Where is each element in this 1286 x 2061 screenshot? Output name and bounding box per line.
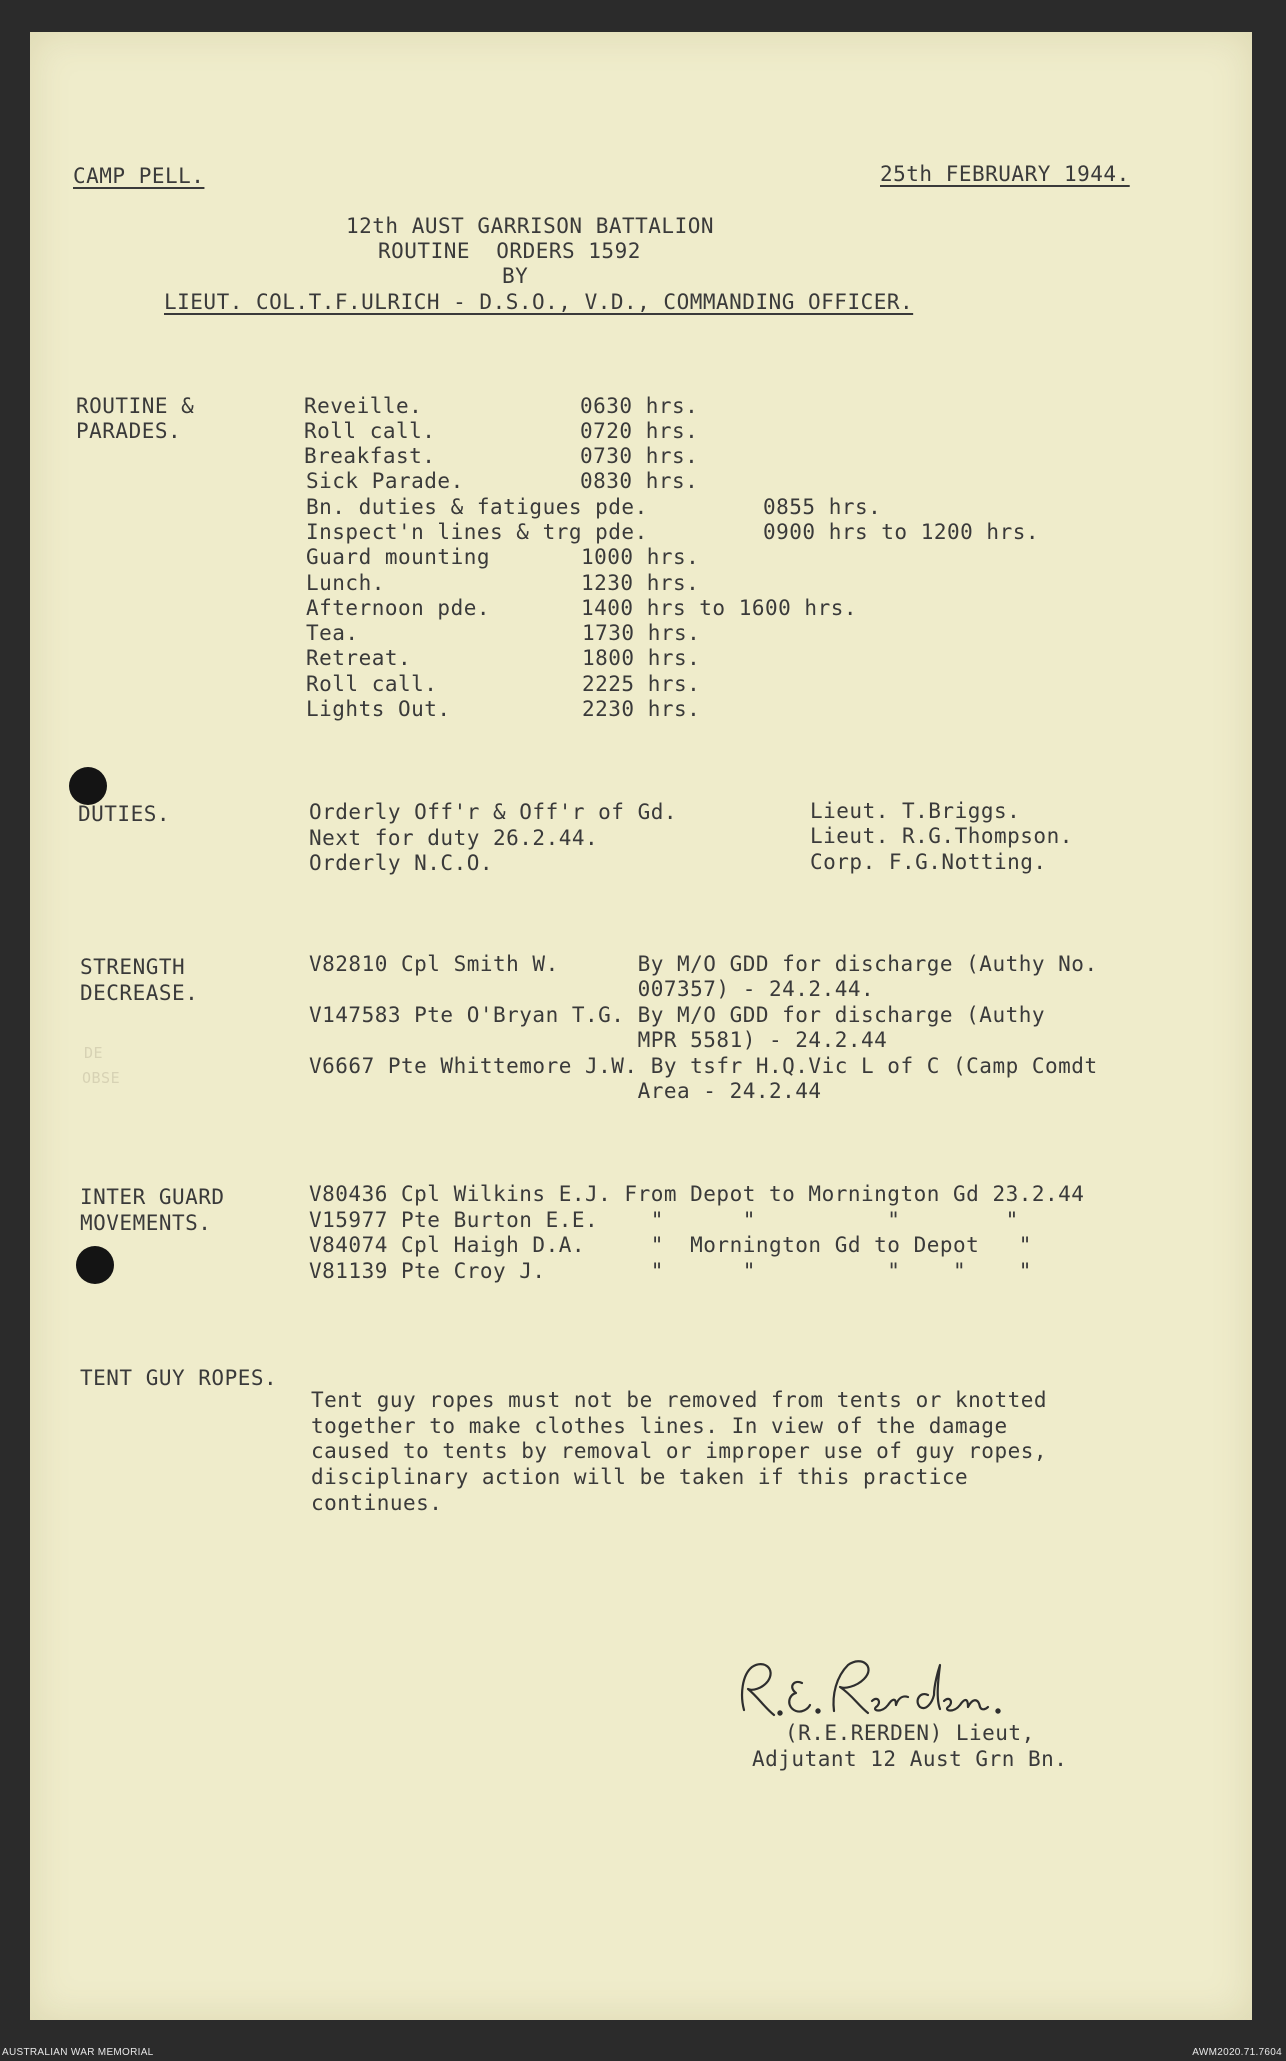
duty-officer: Lieut. T.Briggs. [810, 799, 1021, 823]
footer-reference: AWM2020.71.7604 [1192, 2047, 1282, 2058]
routine-item-label: Afternoon pde. [306, 596, 491, 620]
routine-item-label: Reveille. [304, 394, 423, 418]
battalion-title: 12th AUST GARRISON BATTALION [346, 214, 715, 238]
routine-item-time: 2225 hrs. [582, 672, 701, 696]
punch-hole-top [69, 767, 107, 805]
tent-text-line: Tent guy ropes must not be removed from tents or knotted [311, 1388, 1048, 1412]
routine-item-time: 2230 hrs. [582, 697, 701, 721]
routine-item-time: 0730 hrs. [580, 444, 699, 468]
strength-line: Area - 24.2.44 [309, 1079, 822, 1103]
routine-heading-line2: PARADES. [76, 419, 182, 443]
tent-text-line: caused to tents by removal or improper use of guy ropes, [311, 1439, 1048, 1463]
routine-item-time: 0900 hrs to 1200 hrs. [763, 520, 1040, 544]
punch-hole-bottom [76, 1246, 114, 1284]
duty-officer: Lieut. R.G.Thompson. [810, 824, 1073, 848]
routine-orders-title: ROUTINE ORDERS 1592 [378, 239, 641, 263]
faded-text: OBSE [82, 1069, 121, 1087]
routine-item-time: 1730 hrs. [582, 621, 701, 645]
tent-text-line: continues. [311, 1491, 443, 1515]
strength-line: 007357) - 24.2.44. [309, 977, 875, 1001]
routine-item-label: Guard mounting [306, 545, 491, 569]
tent-heading: TENT GUY ROPES. [80, 1366, 278, 1390]
routine-item-label: Retreat. [306, 646, 412, 670]
routine-item-label: Inspect'n lines & trg pde. [306, 520, 648, 544]
strength-line: V6667 Pte Whittemore J.W. By tsfr H.Q.Vic L of C (Camp Comdt [309, 1054, 1098, 1078]
routine-item-label: Lunch. [306, 571, 385, 595]
camp-name: CAMP PELL. [73, 164, 205, 188]
strength-heading-line2: DECREASE. [80, 981, 199, 1005]
routine-item-label: Lights Out. [306, 697, 451, 721]
footer-source: AUSTRALIAN WAR MEMORIAL [2, 2047, 154, 2058]
tent-text-line: together to make clothes lines. In view of the damage [311, 1414, 1008, 1438]
routine-item-time: 0830 hrs. [580, 469, 699, 493]
movement-line: V80436 Cpl Wilkins E.J. From Depot to Mornington Gd 23.2.44 [309, 1182, 1085, 1206]
strength-line: V147583 Pte O'Bryan T.G. By M/O GDD for discharge (Authy [309, 1003, 1046, 1027]
routine-item-time: 1400 hrs to 1600 hrs. [581, 596, 858, 620]
movement-line: V81139 Pte Croy J. " " " " " [309, 1259, 1032, 1283]
routine-item-label: Bn. duties & fatigues pde. [306, 495, 648, 519]
movement-line: V15977 Pte Burton E.E. " " " " [309, 1208, 1019, 1232]
routine-item-time: 0855 hrs. [763, 495, 882, 519]
movements-heading-line1: INTER GUARD [80, 1185, 225, 1209]
title-by: BY [502, 264, 529, 288]
commanding-officer-line: LIEUT. COL.T.F.ULRICH - D.S.O., V.D., COMMANDING OFFICER. [164, 290, 914, 314]
routine-item-time: 1000 hrs. [581, 545, 700, 569]
signatory-name: (R.E.RERDEN) Lieut, [785, 1721, 1035, 1745]
duties-heading: DUTIES. [78, 802, 171, 826]
signatory-title: Adjutant 12 Aust Grn Bn. [752, 1747, 1068, 1771]
routine-item-label: Roll call. [306, 672, 438, 696]
routine-item-label: Roll call. [304, 419, 436, 443]
duty-role: Orderly Off'r & Off'r of Gd. [309, 800, 678, 824]
strength-line: MPR 5581) - 24.2.44 [309, 1028, 888, 1052]
movements-heading-line2: MOVEMENTS. [80, 1211, 212, 1235]
document-date: 25th FEBRUARY 1944. [880, 162, 1130, 186]
routine-item-label: Tea. [306, 621, 359, 645]
routine-item-label: Breakfast. [304, 444, 436, 468]
routine-heading-line1: ROUTINE & [76, 394, 195, 418]
faded-text: DE [84, 1044, 104, 1062]
movement-line: V84074 Cpl Haigh D.A. " Mornington Gd to Depot " [309, 1233, 1032, 1257]
routine-item-time: 1230 hrs. [581, 571, 700, 595]
strength-heading-line1: STRENGTH [80, 955, 186, 979]
tent-text-line: disciplinary action will be taken if this practice [311, 1465, 969, 1489]
routine-item-time: 1800 hrs. [582, 646, 701, 670]
routine-item-label: Sick Parade. [306, 469, 464, 493]
duty-role: Next for duty 26.2.44. [309, 826, 599, 850]
routine-item-time: 0630 hrs. [580, 394, 699, 418]
duty-officer: Corp. F.G.Notting. [810, 850, 1047, 874]
strength-line: V82810 Cpl Smith W. By M/O GDD for discharge (Authy No. [309, 952, 1098, 976]
duty-role: Orderly N.C.O. [309, 851, 494, 875]
routine-item-time: 0720 hrs. [580, 419, 699, 443]
